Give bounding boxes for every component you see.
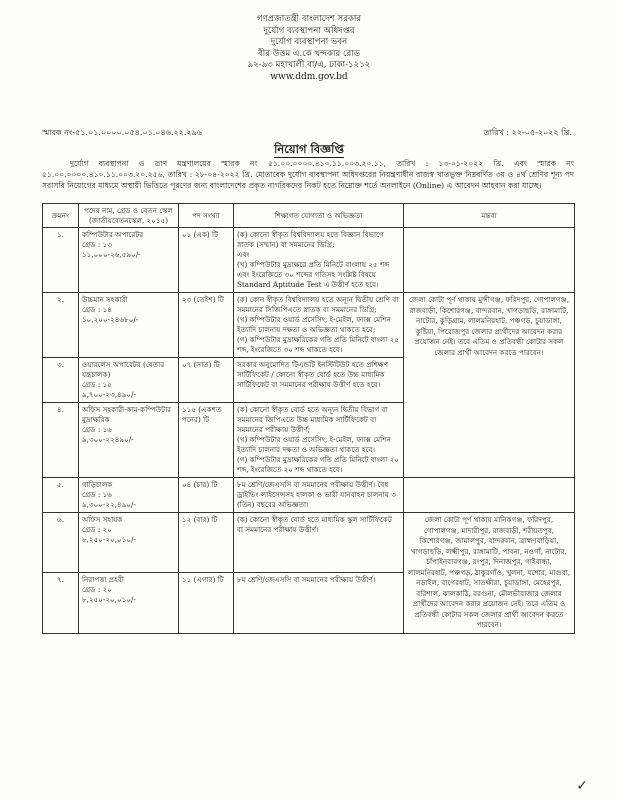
letterhead-line-3: দুর্যোগ ব্যবস্থাপনা ভবন — [270, 37, 348, 47]
remark-district-quota-2: জেলা কোটা পূর্ণ থাকায় মানিকগঞ্জ, ফরিদপুর, গোপালগঞ্জ, মাদারীপুর, রাজবাড়ী, শরীয়তপুর, কিশোরগঞ্জ, জামালপুর, বান্দরবান, ব্রাহ্মণবাড়িয়া, খাগড়াছড়ি, লক্ষ্মীপুর, রাঙ্গামাটি, পাবনা, নওগাঁ, নাটোর, চাঁপাইনবাবগঞ্জ, রংপুর, দিনাজপুর, গাইবান্ধা, লালমনিরহাট, পঞ্চগড়, ঠাকুরগাঁও, খুলনা, যশোর, মাগুরা, নড়াইল, বাগেরহাট, সাতক্ষীরা, চুয়াডাঙ্গা, মেহেরপুর, বরিশাল, ঝালকাঠি, বরগুনা, মৌলভীবাজার জেলার প্রার্থীদের আবেদন করার প্রয়োজন নেই। তবে এতিম ও প্রতিবন্ধী কোটার সকল জেলার প্রার্থী আবেদন করতে পারবেন। — [404, 513, 575, 634]
post-name: উচ্চমান সহকারী — [82, 295, 128, 304]
post-grade: গ্রেড : ১৬ — [82, 490, 112, 499]
table-row — [43, 478, 575, 513]
intro-paragraph: দুর্যোগ ব্যবস্থাপনা ও ত্রাণ মন্ত্রণালয়ের স্মারক নং ৫১.০০.০০০০.৪১০.১১.০০৩.২০.১১, তারিখ : ১৩-০১-২০২২ খ্রি. এবং স্মারক নং ৫১.০০.০০০০.৪১০.১১.০০৩.২০.২৫৬, তারিখ : ২৮-০৪-২০২২ খ্রি. মোতাবেক দুর্যোগ ব্যবস্থাপনা অধিদপ্তরের নিয়ন্ত্রণাধীন রাজস্ব খাতভুক্ত নিম্নবর্ণিত ৩য় ও ৪র্থ শ্রেণির শূন্য পদ সরাসরি নিয়োগের মাধ্যমে অস্থায়ী ভিত্তিতে পূরণের জন্য বাংলাদেশের প্রকৃত নাগরিকদের নিকট হতে নিম্নোক্ত শর্তে অনলাইনে (Online) এ আবেদন আহবান করা যাচ্ছে। — [42, 159, 574, 190]
row-serial: ৩. — [43, 358, 79, 403]
row-qualification — [234, 478, 404, 513]
qualification-line: (গ) কম্পিউটার মুদ্রাক্ষরিকের গতি প্রতি মিনিটে বাংলা ২০ শব্দ, ইংরেজিতে ২০ শব্দ থাকতে হবে। — [237, 455, 399, 474]
row-post — [79, 403, 179, 478]
post-grade: গ্রেড : ১৬ — [82, 425, 112, 434]
row-qualification — [234, 358, 404, 403]
qualification-line: সরকার অনুমোদিত টিএন্ডটি ইনস্টিটিউট হতে প্রশিক্ষণ সার্টিফিকেট / কোনো স্বীকৃত বোর্ড হতে উচ্চ মাধ্যমিক সার্টিফিকেট বা সমমানের পরীক্ষায় উত্তীর্ণ হতে হবে। — [237, 360, 389, 389]
handwritten-mark-icon: ✓ — [576, 778, 588, 794]
row-count: ১২ (বার) টি — [179, 513, 234, 573]
row-serial: ১. — [43, 228, 79, 293]
row-count: ০৪ (চার) টি — [179, 478, 234, 513]
row-qualification — [234, 513, 404, 573]
post-name: অফিস সহায়ক — [82, 515, 123, 524]
qualification-line: (ক) কোনো স্বীকৃত বিশ্ববিদ্যালয় হতে বিজ্ঞান বিভাগে স্নাতক (সম্মান) বা সমমানের ডিগ্রি; — [237, 230, 384, 249]
post-scale: ৮,২৫০-২০,০১০/- — [82, 595, 136, 605]
row-post — [79, 358, 179, 403]
qualification-line: (ক) কোনো স্বীকৃত বোর্ড হতে মাধ্যমিক স্কুল সার্টিফিকেট বা সমমানের পরীক্ষায় উত্তীর্ণ। — [237, 515, 392, 534]
remark-district-quota-1: জেলা কোটা পূর্ণ থাকায় মুন্সীগঞ্জ, ফরিদপুর, গোপালগঞ্জ, রাজবাড়ী, কিশোরগঞ্জ, বান্দরবান, খাগড়াছড়ি, রাঙ্গামাটি, নাটোর, কুড়িগ্রাম, লালমনিরহাট, পঞ্চগড়, চুয়াডাঙ্গা, কুষ্টিয়া, পিরোজপুর জেলার প্রার্থীদের আবেদন করার প্রয়োজন নেই। তবে এতিম ও প্রতিবন্ধী কোটার সকল জেলার প্রার্থী আবেদন করতে পারবেন। — [404, 293, 575, 478]
post-scale: ৯,৩০০-২২৪৯০/- — [82, 435, 134, 444]
post-grade: গ্রেড : ১৪ — [82, 305, 112, 314]
row-count: ২৩ (তেইশ) টি — [179, 293, 234, 358]
post-name: ওয়ারলেস অপারেটর (বেতার যন্ত্রচালক) — [82, 360, 165, 379]
qualification-line: ৮ম শ্রেণি/জেএসসি বা সমমানের পরীক্ষায় উত্তীর্ণ। — [237, 575, 376, 585]
row-post — [79, 293, 179, 358]
post-name: অফিস সহকারী-কাম-কম্পিউটার মুদ্রাক্ষরিক — [82, 405, 172, 424]
notice-title-text: নিয়োগ বিজ্ঞপ্তি — [274, 142, 344, 156]
qualification-line: (খ) কম্পিউটার মুদ্রাক্ষরে প্রতি মিনিটে বাংলায় ২৫ শব্দ এবং ইংরেজিতে ৩০ শব্দের গতিসহ সংশ্লিষ্ট বিষয়ে Standard Aptitude Test এ উত্তীর্ণ হতে হবে। — [237, 260, 390, 289]
header-count: পদ সংখ্যা — [179, 204, 234, 228]
post-name: গাড়িচালক — [82, 480, 113, 489]
website-link[interactable]: www.ddm.gov.bd — [270, 71, 348, 82]
row-serial: ৭. — [43, 573, 79, 633]
qualification-line: (গ) কম্পিউটার মুদ্রাক্ষরিকের গতি প্রতি মিনিটে বাংলা ২৫ শব্দ, ইংরেজিতে ৩০ শব্দ থাকতে হবে। — [237, 335, 399, 354]
memo-date: তারিখ : ২২-০৫-২০২২ খ্রি. — [483, 128, 572, 137]
row-count: ১১ (এগার) টি — [179, 573, 234, 633]
qualification-line: (ক) কোন স্বীকৃত বিশ্ববিদ্যালয় হতে অন্যূন দ্বিতীয় শ্রেণি বা সমমানের সিজিপিএতে স্নাতক বা সমমানের ডিগ্রি; — [237, 295, 399, 314]
row-count: ০৭ (সাত) টি — [179, 358, 234, 403]
row-qualification — [234, 403, 404, 478]
qualification-line: এবং — [237, 250, 250, 259]
table-row — [43, 293, 575, 358]
qualification-line: (ক) কোনো স্বীকৃত বোর্ড হতে অন্যূন দ্বিতীয় বিভাগ বা সমমানের জিপিএতে উচ্চ মাধ্যমিক সার্টিফিকেট বা সমমানের পরীক্ষায় উত্তীর্ণ; — [237, 405, 388, 434]
qualification-line: ৮ম শ্রেণি/জেএসসি বা সমমানের পরীক্ষায় উত্তীর্ণ। বৈধ ড্রাইভিং লাইসেন্সসহ হালকা ও ভারী যানবাহন চালনায় ৩ (তিন) বছরের অভিজ্ঞতা। — [237, 480, 396, 509]
post-scale: ১১,০০০-২৬,৫৯০/- — [82, 250, 141, 259]
row-serial: ৫. — [43, 478, 79, 513]
letterhead-line-4: বীর উত্তম এ.কে খন্দকার রোড — [257, 48, 361, 59]
row-count: ০১ (এক) টি — [179, 228, 234, 293]
row-count: ১১৫ (একশত পনের) টি — [179, 403, 234, 478]
row-qualification — [234, 573, 404, 633]
post-scale: ৯,৭০০-২৩,৪৯০/- — [82, 390, 136, 399]
row-serial: ৪. — [43, 403, 79, 478]
row-qualification — [234, 293, 404, 358]
row-post — [79, 513, 179, 573]
letterhead-line-2: দুর্যোগ ব্যবস্থাপনা অধিদপ্তর — [263, 25, 355, 36]
row-post — [79, 478, 179, 513]
memo-reference: স্মারক নং-৫১.০১.০০০০.০৫৪.০১.০৪৬.২২.২৯৬ — [42, 128, 202, 137]
row-remark-empty — [404, 478, 575, 513]
table-row — [43, 228, 575, 293]
header-qualification: শিক্ষাগত যোগ্যতা ও অভিজ্ঞতা — [234, 204, 404, 228]
header-post: পদের নাম, গ্রেড ও বেতন স্কেল (জাতীয়বেতনস্কেল, ২০১৫) — [79, 204, 179, 228]
row-qualification — [234, 228, 404, 293]
letterhead-line-5: ৯২-৯৩ মহাখালী বা/এ, ঢাকা-১২১২ — [247, 60, 371, 70]
table-row — [43, 513, 575, 573]
row-post — [79, 573, 179, 633]
post-grade: গ্রেড : ২০ — [82, 525, 112, 534]
post-grade: গ্রেড : ২০ — [82, 585, 112, 595]
posts-table — [42, 203, 575, 634]
post-name: কম্পিউটার অপারেটর — [82, 230, 144, 239]
row-post — [79, 228, 179, 293]
post-scale: ৯,৩০০-২২,৪৯০/- — [82, 500, 136, 509]
table-header-row — [43, 204, 575, 228]
letterhead — [0, 14, 618, 83]
row-serial: ৬. — [43, 513, 79, 573]
post-grade: গ্রেড : ১৫ — [82, 380, 112, 389]
post-scale: ৮,২৫০-২০,০১০/- — [82, 535, 136, 544]
header-remark: মন্তব্য — [404, 204, 575, 228]
post-grade: গ্রেড : ১৩ — [82, 240, 112, 249]
post-scale: ১০,২০০-২৪৬৮০/- — [82, 315, 139, 324]
letterhead-line-1: গণপ্রজাতন্ত্রী বাংলাদেশ সরকার — [256, 14, 362, 24]
qualification-line: (খ) কম্পিউটার ওয়ার্ড প্রসেসিং, ই-মেইল, ফ্যাক্স মেশিন ইত্যাদি চালনায় দক্ষতা ও অভিজ্ঞতা থাকতে হবে; — [237, 315, 391, 334]
post-name: নিরাপত্তা প্রহরী — [82, 575, 124, 585]
qualification-line: (খ) কম্পিউটার ওয়ার্ড প্রসেসিং, ই-মেইল, ফ্যাক্স মেশিন ইত্যাদি চালনার দক্ষতা ও অভিজ্ঞতা থাকতে হবে। — [237, 435, 391, 454]
row-remark-empty — [404, 228, 575, 293]
row-serial: ২. — [43, 293, 79, 358]
header-serial: ক্রমনং — [43, 204, 79, 228]
